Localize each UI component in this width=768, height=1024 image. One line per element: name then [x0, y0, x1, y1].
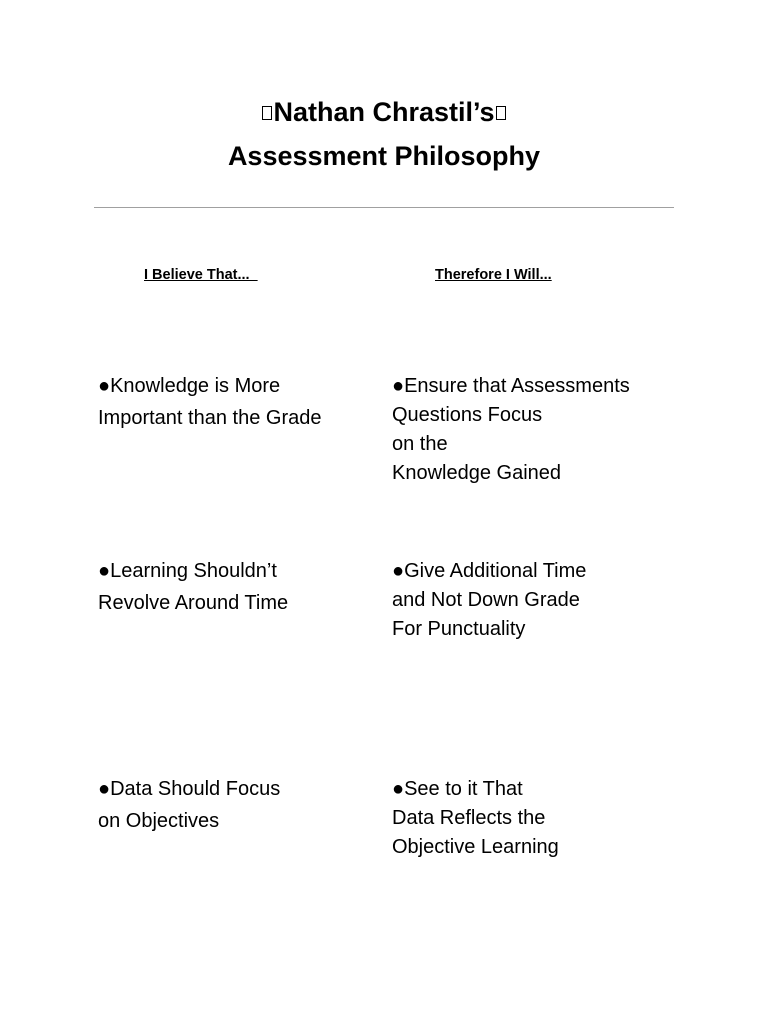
action-line: and Not Down Grade	[392, 589, 580, 611]
action-line: Questions Focus	[392, 404, 543, 426]
action-line: ●See to it That	[392, 778, 523, 800]
author-name: Nathan Chrastil’s	[273, 97, 495, 127]
action-column-header: Therefore I Will...	[435, 267, 552, 283]
action-line: For Punctuality	[392, 618, 526, 640]
action-line: ●Ensure that Assessments	[392, 375, 630, 397]
horizontal-divider	[94, 207, 674, 208]
action-line: on the	[392, 433, 448, 455]
action-line: Knowledge Gained	[392, 462, 562, 484]
belief-line: Important than the Grade	[98, 407, 322, 429]
missing-glyph-box-icon	[262, 106, 272, 120]
action-line: ●Give Additional Time	[392, 560, 587, 582]
belief-line: ●Knowledge is More	[98, 375, 281, 397]
action-line: Objective Learning	[392, 836, 559, 858]
action-line: Data Reflects the	[392, 807, 546, 829]
belief-line: ●Learning Shouldn’t	[98, 560, 277, 582]
page-title: Assessment Philosophy	[227, 141, 541, 171]
bullet-icon: ●	[98, 560, 111, 582]
action-item	[392, 775, 559, 862]
page-title-name	[0, 96, 768, 128]
belief-item	[98, 557, 288, 618]
missing-glyph-box-icon	[496, 106, 506, 120]
action-item	[392, 557, 586, 644]
belief-item	[98, 372, 321, 433]
action-item	[392, 372, 630, 488]
belief-item	[98, 775, 280, 836]
belief-line: Revolve Around Time	[98, 592, 289, 614]
bullet-icon: ●	[98, 778, 111, 800]
bullet-icon: ●	[392, 778, 405, 800]
bullet-icon: ●	[392, 375, 405, 397]
bullet-icon: ●	[98, 375, 111, 397]
belief-line: ●Data Should Focus	[98, 778, 281, 800]
belief-line: on Objectives	[98, 810, 220, 832]
belief-column-header: I Believe That...	[144, 267, 258, 283]
bullet-icon: ●	[392, 560, 405, 582]
